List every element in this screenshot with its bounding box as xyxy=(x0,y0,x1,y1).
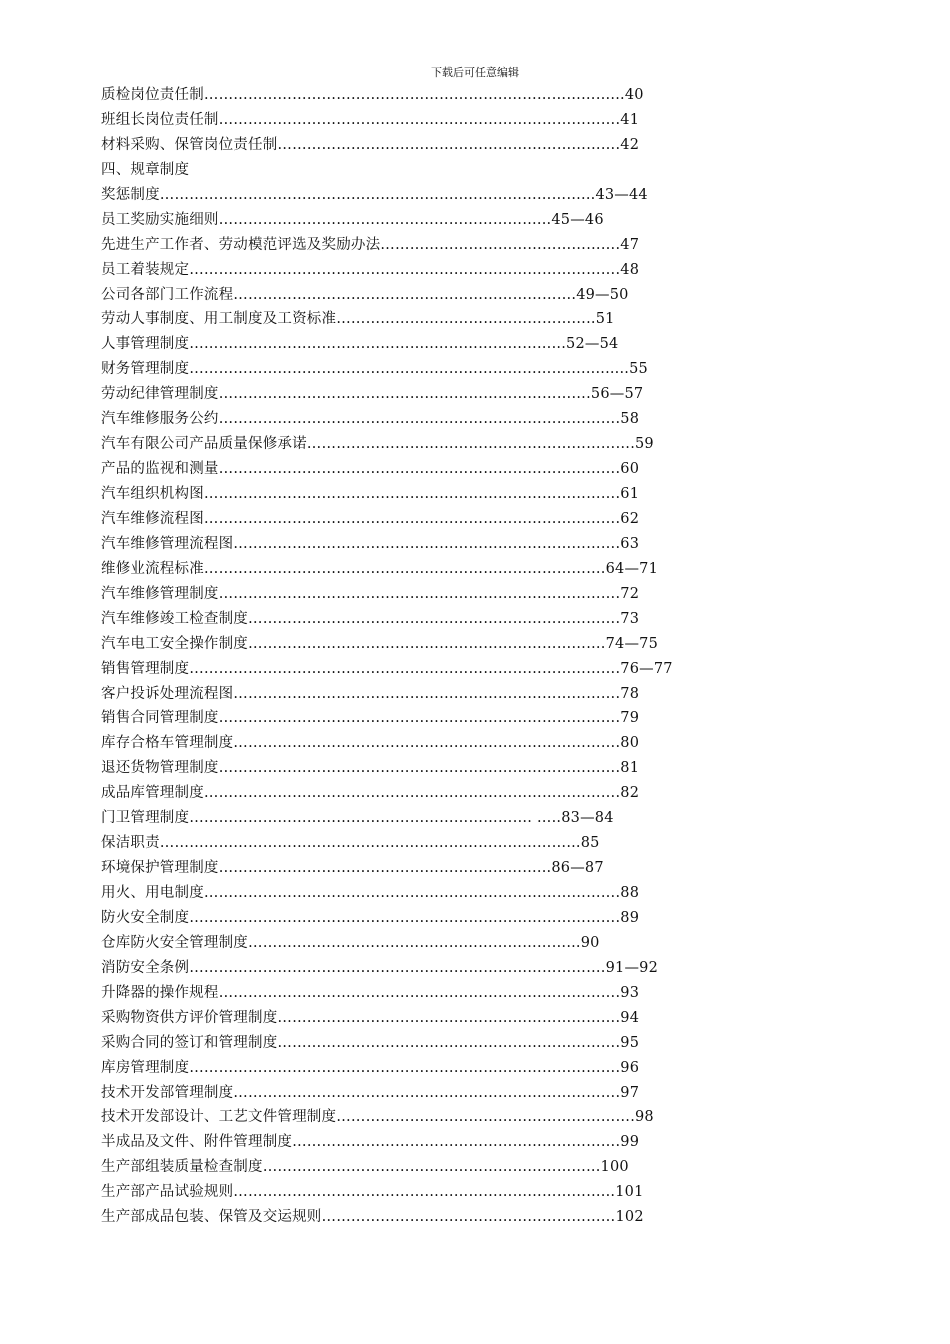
toc-entry: 库存合格车管理制度…………………………………………………………………….80 xyxy=(101,735,640,752)
toc-entry: 保洁职责……………………………………..…………………………………...85 xyxy=(101,835,600,852)
toc-entry: 员工奖励实施细则………………………..………………………………...45—46 xyxy=(101,211,604,228)
toc-entry: 消防安全条例………………………………………………………………………….91—92 xyxy=(101,959,659,976)
toc-entry: 生产部组装质量检查制度…………………………………………………………...100 xyxy=(101,1159,629,1176)
toc-entry: 汽车维修竣工检查制度………………………………………………………………….73 xyxy=(101,610,640,627)
toc-entry: 人事管理制度…………………………………………..……………………...52—54 xyxy=(101,336,619,353)
toc-entry: 销售管理制度…………………………………………………………………………….76—77 xyxy=(101,660,673,677)
toc-entry: 退还货物管理制度……………………………………………………………………….81 xyxy=(101,760,640,777)
toc-entry: 生产部成品包装、保管及交运规则……………………………………………………102 xyxy=(101,1209,644,1226)
toc-entry: 门卫管理制度……………………………………………………………. …..83—84 xyxy=(101,810,614,827)
toc-entry: 生产部产品试验规则…………………………………………………………………...101 xyxy=(101,1184,644,1201)
toc-entry: 技术开发部设计、工艺文件管理制度…………………………………………………….98 xyxy=(101,1109,654,1126)
toc-entry: 汽车电工安全操作制度……………………………………………………………….74—75 xyxy=(101,635,659,652)
toc-entry: 员工着装规定…………………………………………………………………………….48 xyxy=(101,261,640,278)
toc-entry: 汽车组织机构图………………………………………………………………………….61 xyxy=(101,486,640,502)
toc-entry: 劳动人事制度、用工制度及工资标准……………………………………………..51 xyxy=(101,311,615,328)
toc-entry: 半成品及文件、附件管理制度………………………………………………………….99 xyxy=(101,1134,640,1151)
toc-entry: 奖惩制度……………………………………………………..……………………...43—44 xyxy=(101,186,648,203)
toc-entry: 汽车维修流程图………………………………………………………………………….62 xyxy=(101,510,640,527)
toc-entry: 仓库防火安全管理制度………..………………………………………………...90 xyxy=(101,934,600,951)
page-header-note: 下载后可任意编辑 xyxy=(431,66,519,79)
toc-entry: 采购物资供方评价管理制度…………………………………………………………….94 xyxy=(101,1009,640,1026)
toc-entry: 汽车有限公司产品质量保修承诺………………………………………………………….59 xyxy=(101,436,654,453)
table-of-contents xyxy=(101,83,741,1230)
toc-entry: 采购合同的签订和管理制度…………………………………………………………….95 xyxy=(101,1034,640,1051)
toc-entry: 用火、用电制度………………………………………………………………………….88 xyxy=(101,885,640,901)
toc-entry: 先进生产工作者、劳动模范评选及奖励办法………………………………………….47 xyxy=(101,236,640,253)
toc-entry: 库房管理制度…………………………………………………………………………….96 xyxy=(101,1059,640,1076)
toc-entry: 汽车维修管理制度……………………………………………………………………….72 xyxy=(101,585,640,602)
toc-entry: 质检岗位责任制……………………………………………………..…………………...40 xyxy=(101,87,644,103)
toc-entry: 财务管理制度…………………………………………..…………………………..........55 xyxy=(101,361,648,378)
toc-entry: 材料采购、保管岗位责任制…………………………………………………………….42 xyxy=(101,136,640,153)
toc-entry: 班组长岗位责任制……………………………………………………………………….41 xyxy=(101,111,640,128)
toc-entry: 劳动纪律管理制度………………………………………………………………….56—57 xyxy=(101,386,644,403)
toc-entry: 升降器的操作规程……………………………………………………………………….93 xyxy=(101,984,640,1001)
toc-entry: 维修业流程标准……………………………………………………………………….64—71 xyxy=(101,560,659,577)
toc-entry: 成品库管理制度………………………………………………………………………….82 xyxy=(101,785,640,802)
toc-entry: 环境保护管理制度………………………………………………..………...86—87 xyxy=(101,860,604,877)
toc-entry: 客户投诉处理流程图…………………………………………………………………….78 xyxy=(101,685,640,702)
toc-entry: 汽车维修服务公约……………………………………………………………………….58 xyxy=(101,411,640,428)
toc-entry: 销售合同管理制度……………………………………………………………………….79 xyxy=(101,710,640,727)
toc-entry: 产品的监视和测量……………………………………………………………………….60 xyxy=(101,461,640,478)
toc-entry: 技术开发部管理制度…………………………………………………………………….97 xyxy=(101,1084,640,1101)
toc-entry: 防火安全制度…………………………………………………………………………….89 xyxy=(101,909,640,926)
toc-entry: 公司各部门工作流程…………………………………………………………….49—50 xyxy=(101,286,629,303)
toc-entry: 汽车维修管理流程图…………………………………………………………………….63 xyxy=(101,535,640,552)
toc-section-heading: 四、规章制度 xyxy=(101,161,190,178)
